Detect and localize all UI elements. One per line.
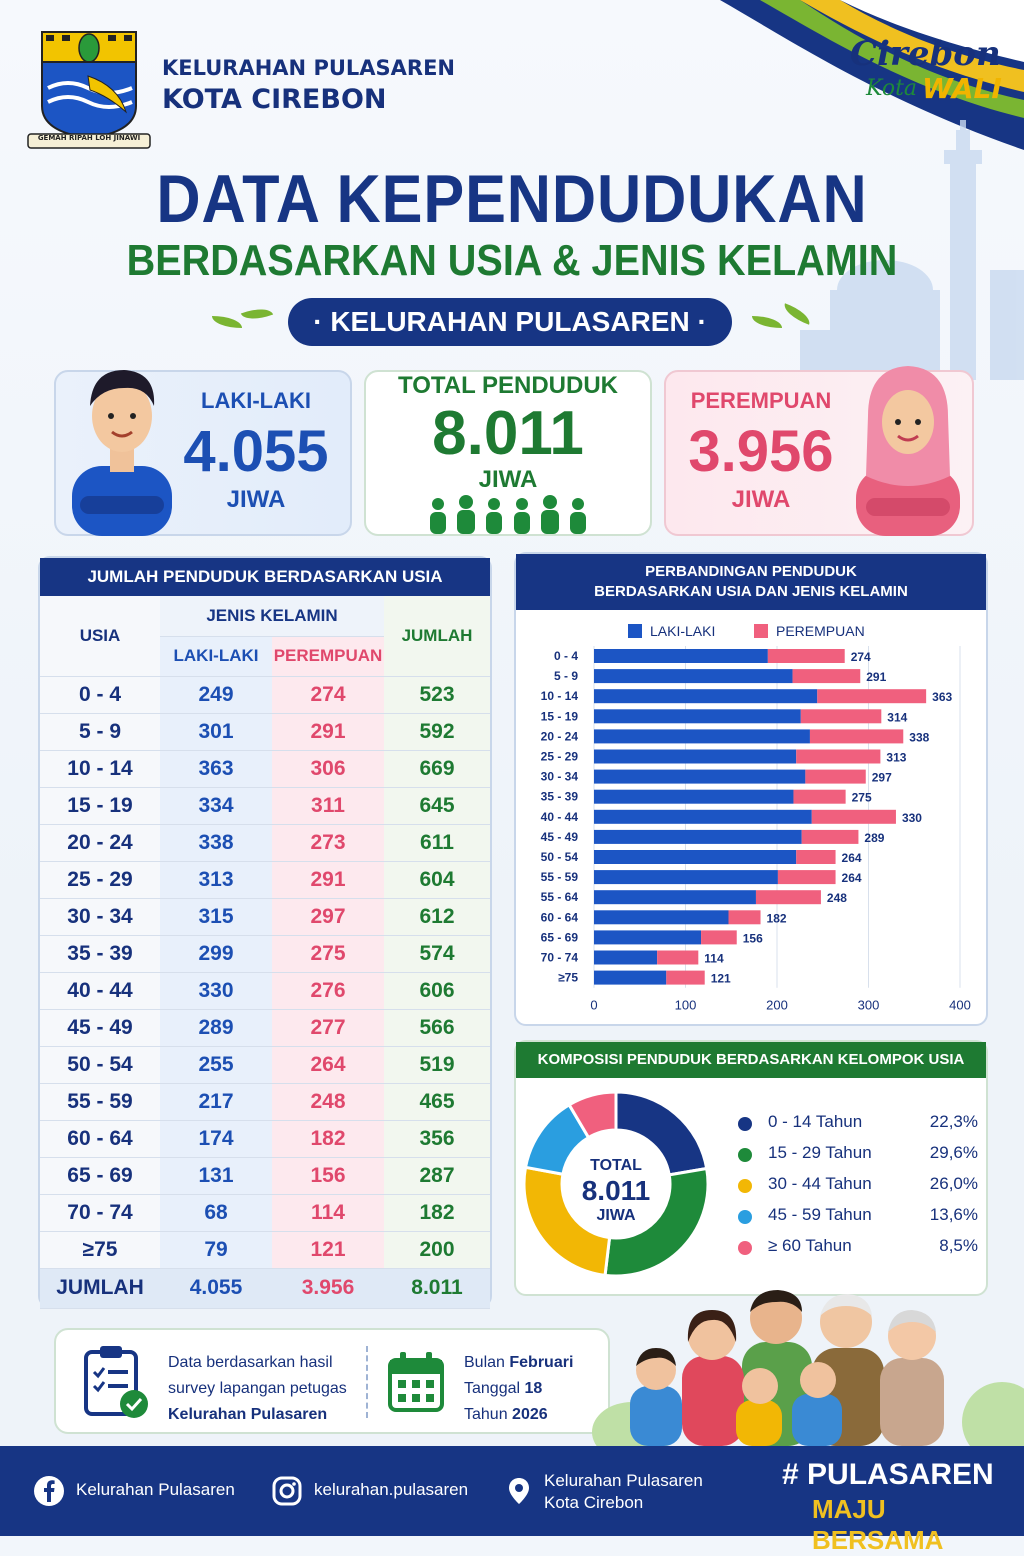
donut-chart bbox=[516, 1078, 716, 1294]
total-cell: 645 bbox=[384, 787, 490, 824]
male-total-value: 4.055 bbox=[183, 419, 329, 484]
bar-male bbox=[594, 750, 796, 764]
x-tick-label: 200 bbox=[766, 997, 788, 1013]
divider bbox=[366, 1346, 368, 1418]
x-tick-label: 400 bbox=[949, 997, 971, 1013]
legend-value: 22,3% bbox=[929, 1112, 978, 1131]
bar-female bbox=[768, 649, 845, 663]
bar-female bbox=[756, 890, 821, 904]
sum-total: 8.011 bbox=[384, 1268, 490, 1308]
y-category-label: 0 - 4 bbox=[553, 649, 578, 663]
y-category-label: 20 - 24 bbox=[540, 729, 578, 744]
legend-value: 13,6% bbox=[929, 1205, 978, 1224]
bar-male bbox=[594, 669, 793, 683]
male-cell: 301 bbox=[160, 713, 272, 750]
sum-female: 3.956 bbox=[272, 1268, 384, 1308]
family-illustration bbox=[612, 1282, 1024, 1446]
survey-note bbox=[168, 1350, 347, 1428]
male-unit: JIWA bbox=[226, 486, 286, 513]
pie-legend-item bbox=[738, 1205, 978, 1229]
female-summary-card bbox=[664, 370, 974, 536]
total-cell: 612 bbox=[384, 898, 490, 935]
male-cell: 299 bbox=[160, 935, 272, 972]
male-cell: 289 bbox=[160, 1009, 272, 1046]
bar-data-label: 313 bbox=[886, 750, 907, 765]
female-cell: 156 bbox=[272, 1157, 384, 1194]
age-table-panel bbox=[38, 556, 492, 1308]
age-cell: 15 - 19 bbox=[40, 787, 160, 824]
bar-female bbox=[805, 770, 865, 784]
bar-male bbox=[594, 870, 778, 884]
female-label: PEREMPUAN bbox=[690, 388, 832, 413]
age-cell: 35 - 39 bbox=[40, 935, 160, 972]
table-row bbox=[40, 1120, 490, 1157]
legend-label: 15 - 29 Tahun bbox=[768, 1143, 872, 1162]
bar-male bbox=[594, 951, 657, 965]
age-cell: 30 - 34 bbox=[40, 898, 160, 935]
location-pin-icon bbox=[504, 1476, 534, 1506]
y-category-label: 30 - 34 bbox=[540, 769, 578, 784]
bar-data-label: 275 bbox=[851, 790, 872, 805]
y-category-label: 15 - 19 bbox=[540, 709, 578, 724]
col-header-total: JUMLAH bbox=[384, 596, 490, 676]
total-cell: 523 bbox=[384, 676, 490, 713]
pie-legend-item bbox=[738, 1143, 978, 1167]
legend-label: 30 - 44 Tahun bbox=[768, 1174, 872, 1193]
col-header-gender-group: JENIS KELAMIN bbox=[160, 596, 384, 636]
legend-label: ≥ 60 Tahun bbox=[768, 1236, 852, 1255]
male-cell: 338 bbox=[160, 824, 272, 861]
bar-data-label: 114 bbox=[704, 951, 724, 966]
date-year-label: Tahun bbox=[464, 1406, 513, 1423]
bar-female bbox=[701, 930, 737, 944]
col-header-age: USIA bbox=[40, 596, 160, 676]
age-cell: 20 - 24 bbox=[40, 824, 160, 861]
date-month-label: Bulan bbox=[464, 1354, 510, 1371]
total-cell: 592 bbox=[384, 713, 490, 750]
sum-label: JUMLAH bbox=[40, 1268, 160, 1308]
legend-value: 8,5% bbox=[939, 1236, 978, 1255]
bar-data-label: 330 bbox=[901, 810, 922, 825]
x-tick-label: 0 bbox=[590, 997, 598, 1013]
bar-data-label: 291 bbox=[866, 670, 887, 685]
total-cell: 200 bbox=[384, 1231, 490, 1268]
table-row bbox=[40, 935, 490, 972]
bar-male bbox=[594, 790, 793, 804]
bar-male bbox=[594, 689, 817, 703]
female-cell: 273 bbox=[272, 824, 384, 861]
bar-female bbox=[796, 750, 880, 764]
bar-male bbox=[594, 910, 729, 924]
bar-female bbox=[778, 870, 836, 884]
bar-male bbox=[594, 729, 810, 743]
cirebon-logo-word: Cirebon bbox=[850, 34, 1001, 74]
total-cell: 611 bbox=[384, 824, 490, 861]
male-cell: 313 bbox=[160, 861, 272, 898]
bar-female bbox=[802, 830, 859, 844]
y-category-label: 55 - 64 bbox=[540, 890, 578, 905]
kota-logo-word: Kota bbox=[866, 76, 918, 101]
survey-note-line1: Data berdasarkan hasil bbox=[168, 1354, 333, 1371]
bar-data-label: 314 bbox=[887, 710, 908, 725]
male-cell: 174 bbox=[160, 1120, 272, 1157]
survey-note-line3: Kelurahan Pulasaren bbox=[168, 1406, 328, 1423]
male-label: LAKI-LAKI bbox=[201, 388, 311, 413]
bar-female bbox=[796, 850, 835, 864]
hashtag-line2: MAJU BERSAMA bbox=[812, 1494, 944, 1555]
pie-center-label: TOTAL bbox=[590, 1157, 642, 1174]
table-row bbox=[40, 676, 490, 713]
bar-data-label: 338 bbox=[909, 730, 930, 745]
total-cell: 182 bbox=[384, 1194, 490, 1231]
female-cell: 121 bbox=[272, 1231, 384, 1268]
bar-female bbox=[801, 709, 882, 723]
total-cell: 465 bbox=[384, 1083, 490, 1120]
female-cell: 274 bbox=[272, 676, 384, 713]
bar-male bbox=[594, 930, 701, 944]
total-summary-card bbox=[364, 370, 652, 536]
bar-female bbox=[793, 669, 861, 683]
bar-data-label: 121 bbox=[710, 971, 731, 986]
pie-center-label: JIWA bbox=[596, 1207, 636, 1224]
legend-label-male: LAKI-LAKI bbox=[650, 623, 716, 639]
age-cell: 5 - 9 bbox=[40, 713, 160, 750]
age-cell: 65 - 69 bbox=[40, 1157, 160, 1194]
total-cell: 669 bbox=[384, 750, 490, 787]
female-cell: 264 bbox=[272, 1046, 384, 1083]
bar-female bbox=[810, 729, 903, 743]
checklist-icon bbox=[82, 1344, 152, 1422]
location-text bbox=[544, 1470, 703, 1514]
y-category-label: 65 - 69 bbox=[540, 930, 578, 945]
bar-male bbox=[594, 850, 796, 864]
age-cell: 60 - 64 bbox=[40, 1120, 160, 1157]
crest-motto: GEMAH RIPAH LOH JINAWI bbox=[37, 134, 141, 142]
date-month: Februari bbox=[509, 1354, 574, 1371]
total-cell: 606 bbox=[384, 972, 490, 1009]
bar-female bbox=[729, 910, 761, 924]
bar-data-label: 289 bbox=[864, 830, 885, 845]
page-subtitle: BERDASARKAN USIA & JENIS KELAMIN bbox=[126, 236, 898, 285]
location-pill: · KELURAHAN PULASAREN · bbox=[288, 298, 732, 346]
y-category-label: 35 - 39 bbox=[540, 789, 578, 804]
bar-female bbox=[817, 689, 926, 703]
total-cell: 566 bbox=[384, 1009, 490, 1046]
facebook-link[interactable]: Kelurahan Pulasaren bbox=[76, 1480, 235, 1499]
info-panel bbox=[54, 1328, 610, 1434]
table-row bbox=[40, 972, 490, 1009]
female-unit: JIWA bbox=[731, 486, 791, 513]
male-cell: 217 bbox=[160, 1083, 272, 1120]
table-row bbox=[40, 1194, 490, 1231]
age-cell: 45 - 49 bbox=[40, 1009, 160, 1046]
table-row bbox=[40, 824, 490, 861]
bar-male bbox=[594, 890, 756, 904]
male-cell: 68 bbox=[160, 1194, 272, 1231]
y-category-label: 25 - 29 bbox=[540, 749, 578, 764]
table-row bbox=[40, 1157, 490, 1194]
bar-male bbox=[594, 649, 768, 663]
x-tick-label: 100 bbox=[674, 997, 697, 1013]
table-row bbox=[40, 750, 490, 787]
female-cell: 311 bbox=[272, 787, 384, 824]
total-cell: 604 bbox=[384, 861, 490, 898]
female-cell: 275 bbox=[272, 935, 384, 972]
age-cell: 70 - 74 bbox=[40, 1194, 160, 1231]
age-cell: 50 - 54 bbox=[40, 1046, 160, 1083]
man-illustration-icon bbox=[62, 346, 182, 536]
org-name-line2: KOTA CIREBON bbox=[162, 84, 387, 115]
y-category-label: 10 - 14 bbox=[540, 689, 578, 704]
male-cell: 363 bbox=[160, 750, 272, 787]
female-cell: 291 bbox=[272, 861, 384, 898]
male-cell: 315 bbox=[160, 898, 272, 935]
total-unit: JIWA bbox=[478, 466, 538, 493]
calendar-icon bbox=[386, 1350, 446, 1414]
y-category-label: ≥75 bbox=[558, 970, 578, 985]
y-category-label: 45 - 49 bbox=[540, 829, 578, 844]
bar-female bbox=[812, 810, 896, 824]
male-cell: 79 bbox=[160, 1231, 272, 1268]
female-cell: 297 bbox=[272, 898, 384, 935]
bar-male bbox=[594, 810, 812, 824]
age-cell: 0 - 4 bbox=[40, 676, 160, 713]
age-cell: 10 - 14 bbox=[40, 750, 160, 787]
y-category-label: 5 - 9 bbox=[553, 669, 578, 684]
sum-male: 4.055 bbox=[160, 1268, 272, 1308]
bar-female bbox=[657, 951, 698, 965]
bar-data-label: 274 bbox=[850, 650, 871, 664]
location-line2: Kota Cirebon bbox=[544, 1493, 644, 1512]
total-cell: 574 bbox=[384, 935, 490, 972]
table-row bbox=[40, 861, 490, 898]
table-sum-row bbox=[40, 1268, 490, 1308]
legend-dot bbox=[738, 1179, 752, 1193]
total-cell: 356 bbox=[384, 1120, 490, 1157]
female-cell: 277 bbox=[272, 1009, 384, 1046]
pie-legend-item bbox=[738, 1174, 978, 1198]
org-name-line1: KELURAHAN PULASAREN bbox=[162, 56, 455, 80]
table-row bbox=[40, 1009, 490, 1046]
male-cell: 249 bbox=[160, 676, 272, 713]
bar-chart bbox=[516, 610, 986, 1024]
bar-data-label: 182 bbox=[766, 911, 787, 926]
pie-legend-item bbox=[738, 1236, 978, 1260]
bar-data-label: 264 bbox=[841, 851, 862, 865]
facebook-icon[interactable] bbox=[34, 1476, 64, 1506]
date-day: 18 bbox=[524, 1380, 543, 1397]
woman-illustration-icon bbox=[846, 346, 970, 536]
bar-data-label: 264 bbox=[841, 871, 862, 886]
age-table bbox=[40, 596, 490, 1309]
female-total-value: 3.956 bbox=[688, 419, 834, 484]
female-cell: 306 bbox=[272, 750, 384, 787]
wali-logo-word: WALI bbox=[922, 72, 1002, 105]
male-cell: 334 bbox=[160, 787, 272, 824]
age-cell: 40 - 44 bbox=[40, 972, 160, 1009]
legend-label-female: PEREMPUAN bbox=[776, 623, 865, 639]
bar-data-label: 363 bbox=[932, 690, 953, 705]
page-title: DATA KEPENDUDUKAN bbox=[156, 161, 868, 237]
pie-legend-item bbox=[738, 1112, 978, 1136]
y-category-label: 60 - 64 bbox=[540, 910, 578, 925]
female-cell: 248 bbox=[272, 1083, 384, 1120]
bar-data-label: 248 bbox=[826, 891, 847, 906]
bar-male bbox=[594, 830, 802, 844]
location-line1: Kelurahan Pulasaren bbox=[544, 1471, 703, 1490]
cirebon-crest-logo bbox=[28, 26, 150, 150]
legend-swatch-male bbox=[628, 624, 642, 638]
total-label: TOTAL PENDUDUK bbox=[397, 372, 618, 399]
col-header-female: PEREMPUAN bbox=[272, 636, 384, 676]
table-row bbox=[40, 1046, 490, 1083]
table-row bbox=[40, 898, 490, 935]
legend-dot bbox=[738, 1148, 752, 1162]
table-row bbox=[40, 787, 490, 824]
pie-chart-panel bbox=[514, 1040, 988, 1296]
total-cell: 519 bbox=[384, 1046, 490, 1083]
female-cell: 182 bbox=[272, 1120, 384, 1157]
y-category-label: 70 - 74 bbox=[540, 950, 578, 965]
legend-label: 45 - 59 Tahun bbox=[768, 1205, 872, 1224]
date-note bbox=[464, 1350, 573, 1428]
bar-chart-title-line2: BERDASARKAN USIA DAN JENIS KELAMIN bbox=[594, 583, 908, 600]
legend-dot bbox=[738, 1210, 752, 1224]
bar-data-label: 297 bbox=[871, 770, 892, 785]
male-cell: 131 bbox=[160, 1157, 272, 1194]
pie-chart-title: KOMPOSISI PENDUDUK BERDASARKAN KELOMPOK USIA bbox=[516, 1042, 986, 1078]
bar-male bbox=[594, 770, 805, 784]
instagram-link[interactable]: kelurahan.pulasaren bbox=[314, 1480, 469, 1499]
female-cell: 114 bbox=[272, 1194, 384, 1231]
table-row bbox=[40, 713, 490, 750]
bar-male bbox=[594, 709, 801, 723]
age-cell: ≥75 bbox=[40, 1231, 160, 1268]
bar-chart-panel bbox=[514, 552, 988, 1026]
bar-male bbox=[594, 971, 666, 985]
date-year: 2026 bbox=[512, 1406, 548, 1423]
table-row bbox=[40, 1083, 490, 1120]
age-cell: 25 - 29 bbox=[40, 861, 160, 898]
legend-value: 26,0% bbox=[929, 1174, 978, 1193]
table-row bbox=[40, 1231, 490, 1268]
male-cell: 330 bbox=[160, 972, 272, 1009]
bar-chart-title-line1: PERBANDINGAN PENDUDUK bbox=[645, 563, 857, 580]
pie-center-label: 8.011 bbox=[581, 1175, 651, 1206]
y-category-label: 55 - 59 bbox=[540, 870, 578, 885]
bar-female bbox=[666, 971, 704, 985]
col-header-male: LAKI-LAKI bbox=[160, 636, 272, 676]
bar-female bbox=[793, 790, 845, 804]
female-cell: 276 bbox=[272, 972, 384, 1009]
legend-value: 29,6% bbox=[929, 1143, 978, 1162]
legend-dot bbox=[738, 1117, 752, 1131]
hashtag-line1: # PULASAREN bbox=[782, 1458, 994, 1491]
y-category-label: 50 - 54 bbox=[540, 850, 578, 864]
age-table-title: JUMLAH PENDUDUK BERDASARKAN USIA bbox=[40, 558, 490, 596]
people-icon bbox=[426, 496, 596, 536]
total-cell: 287 bbox=[384, 1157, 490, 1194]
female-cell: 291 bbox=[272, 713, 384, 750]
date-day-label: Tanggal bbox=[464, 1380, 525, 1397]
x-tick-label: 300 bbox=[857, 997, 880, 1013]
instagram-icon[interactable] bbox=[272, 1476, 302, 1506]
bar-data-label: 156 bbox=[742, 931, 763, 946]
age-cell: 55 - 59 bbox=[40, 1083, 160, 1120]
survey-note-line2: survey lapangan petugas bbox=[168, 1380, 347, 1397]
bar-chart-title bbox=[516, 554, 986, 610]
legend-swatch-female bbox=[754, 624, 768, 638]
total-value: 8.011 bbox=[432, 399, 584, 468]
male-cell: 255 bbox=[160, 1046, 272, 1083]
y-category-label: 40 - 44 bbox=[540, 809, 578, 824]
legend-label: 0 - 14 Tahun bbox=[768, 1112, 863, 1131]
legend-dot bbox=[738, 1241, 752, 1255]
male-summary-card bbox=[54, 370, 352, 536]
